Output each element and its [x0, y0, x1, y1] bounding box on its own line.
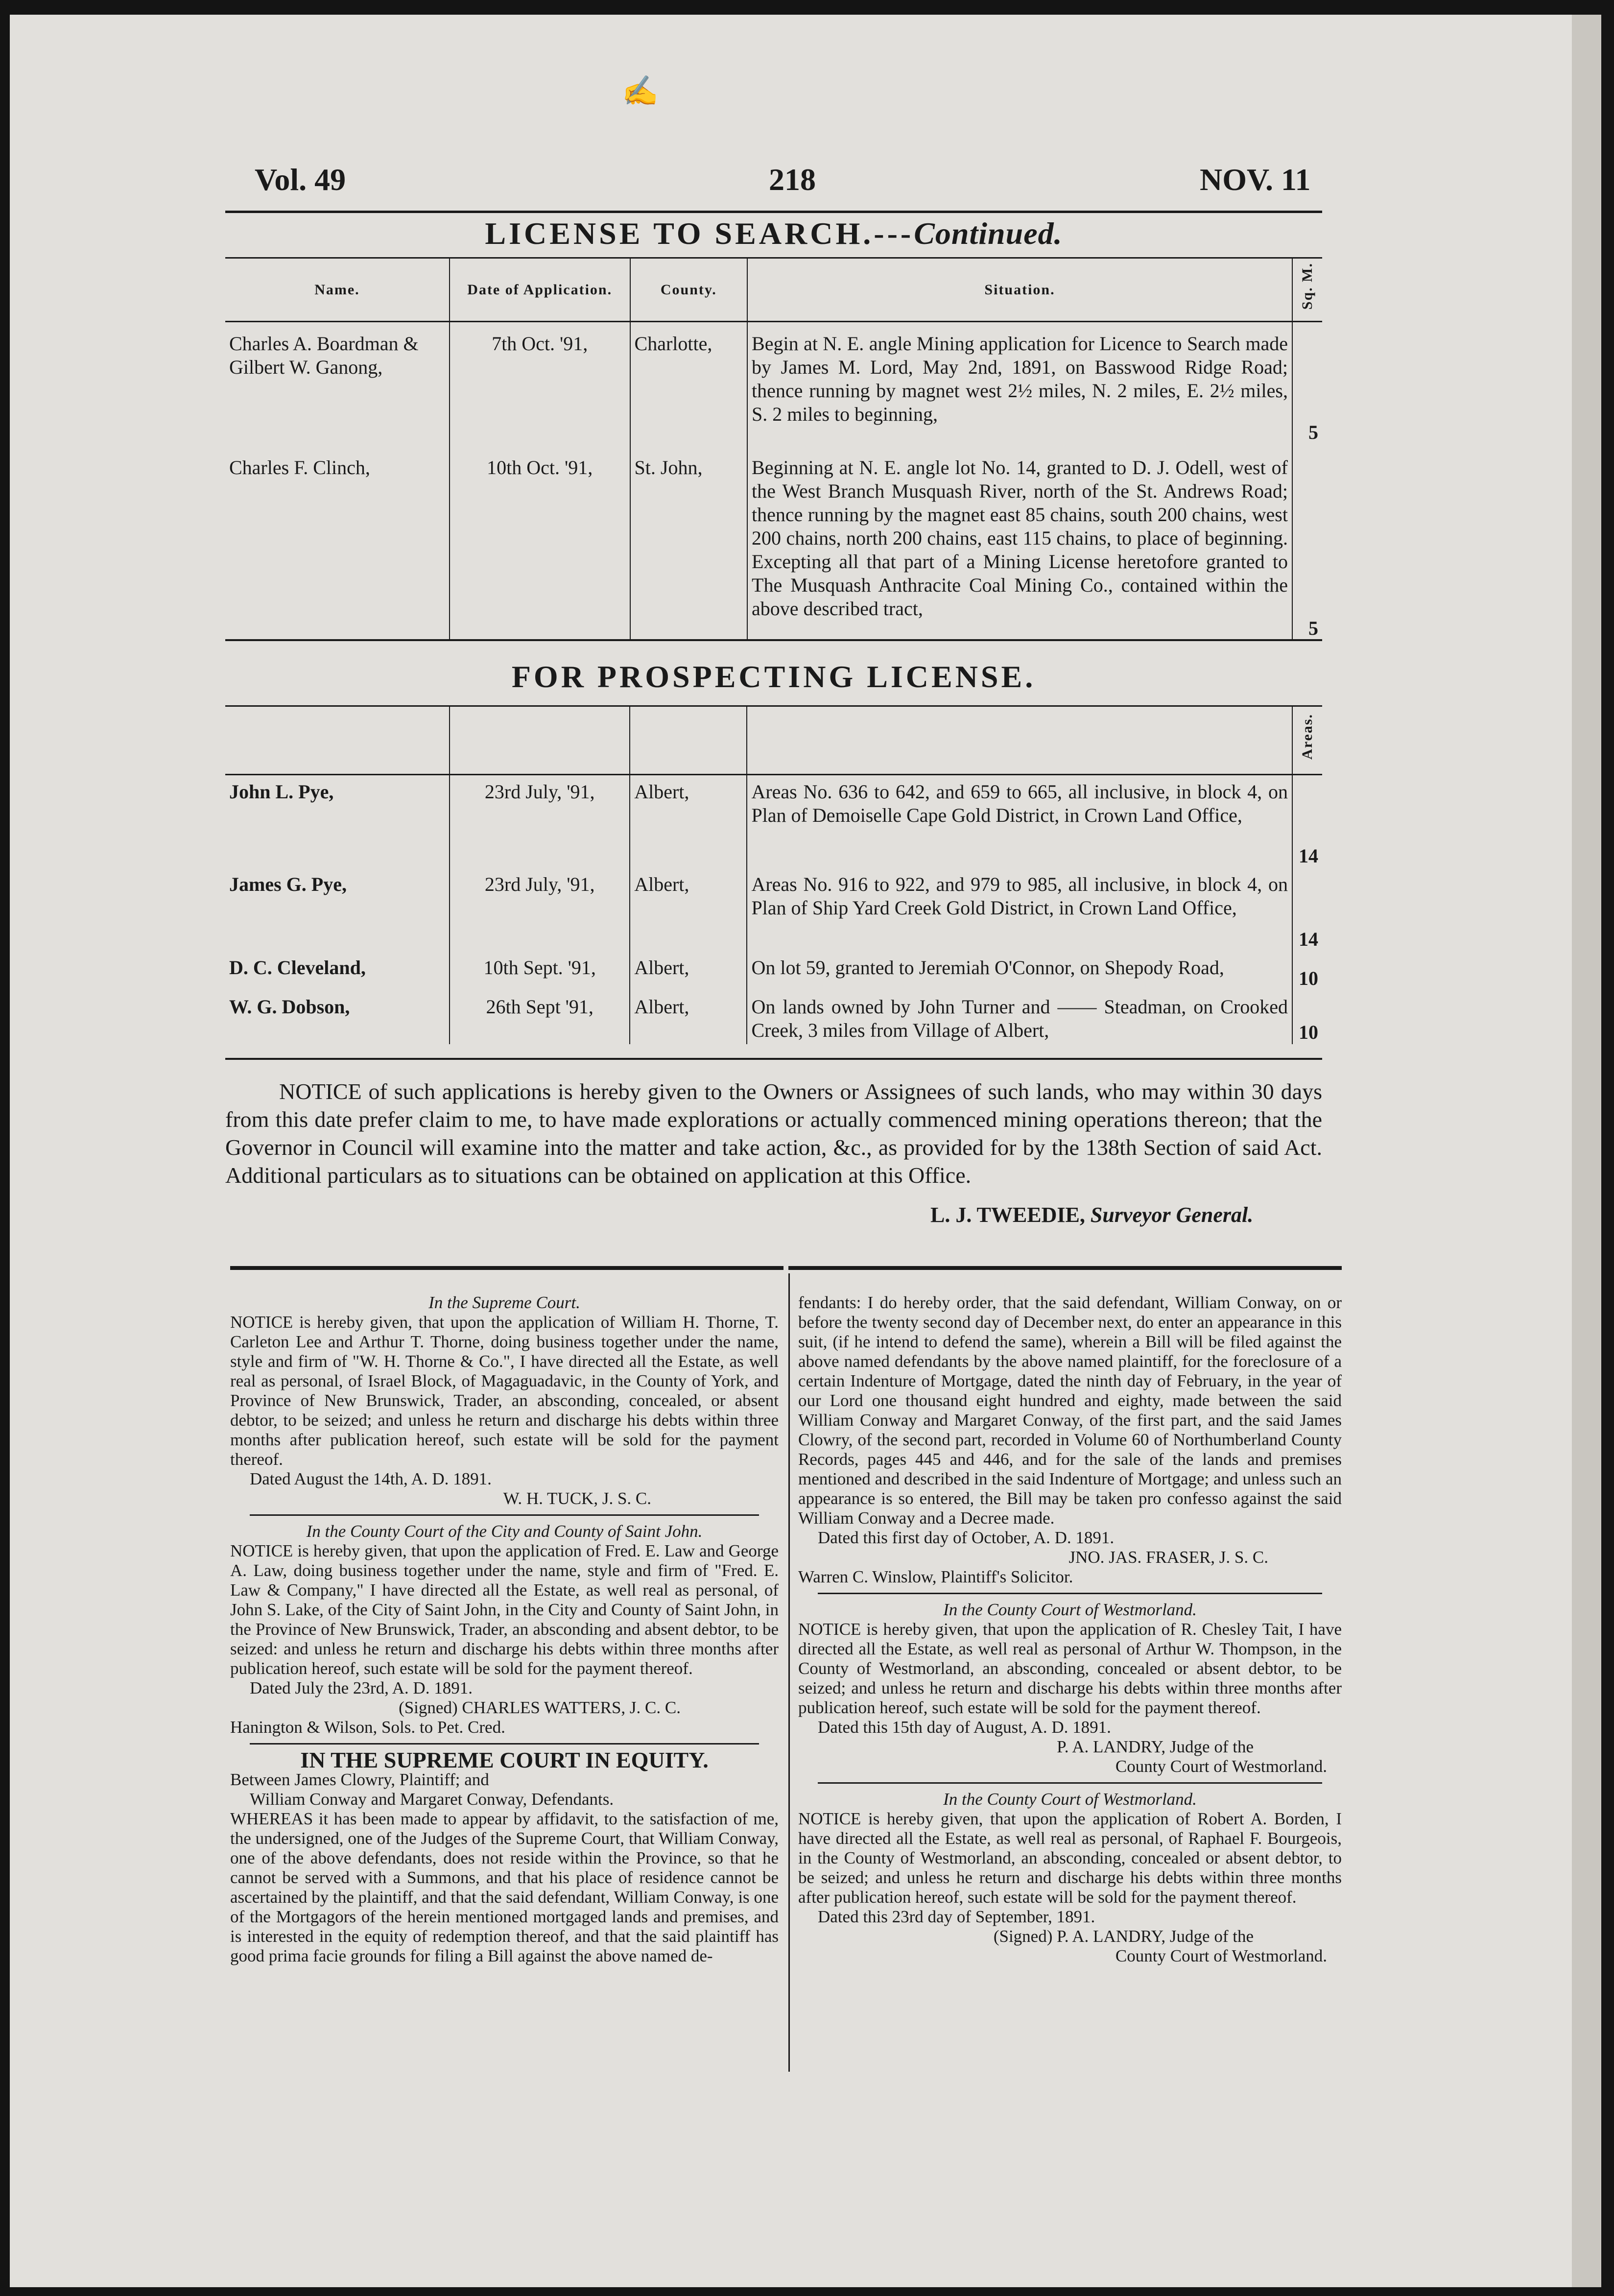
- volume-number: Vol. 49: [255, 162, 346, 197]
- table-row: Charles A. Boardman & Gilbert W. Ganong, 7th Oct. '91, Charlotte, Begin at N. E. angle Mining application for Licence to Search made by James M. Lord, May 2nd, 1891, on Basswood Ridge Road; thence running by magnet west 2½ miles, N. 2 miles, E. 2½ miles, S. 2 miles to beginning, 5: [225, 322, 1322, 444]
- column-rule-left: [230, 1266, 783, 1270]
- notice-heading: In the County Court of Westmorland.: [943, 1600, 1197, 1619]
- col-name: Name.: [225, 258, 450, 322]
- left-column: In the Supreme Court. NOTICE is hereby given, that upon the application of William H. Thorne, T. Carleton Lee and Arthur T. Thorne, doing business together under the name, style and firm of "W. H. Thorne & Co.", I have directed all the Estate, as well real as personal, of Israel Block, of Magaguadavic, in the County of York, and Province of New Brunswick, Trader, an absconding, concealed, or absent debtor, to be seized; and unless he return and discharge his debts within three months after publication hereof, such estate will be sold for the payment thereof. Dated August the 14th, A. D. 1891. W. H. TUCK, J. S. C. In the County Court of the City and County of Saint John. NOTICE is hereby given, that upon the application of Fred. E. Law and George A. Law, doing business together under the name, style and firm of "Fred. E. Law & Company," I have directed all the Estate, as well real as personal, of John S. Lake, of the City of Saint John, in the City and County of Saint John, in the Province of New Brunswick, Trader, an absconding and absent debtor, to be seized: and unless he return and discharge his debts within three months after publication hereof, such estate will be sold for the payment thereof. Dated July the 23rd, A. D. 1891. (Signed) CHARLES WATTERS, J. C. C. Hanington & Wilson, Sols. to Pet. Cred. IN THE SUPREME COURT IN EQUITY. Between James Clowry, Plaintiff; and William Conway and Margaret Conway, Defendants. WHEREAS it has been made to appear by affidavit, to the satisfaction of me, the undersigned, one of the Judges of the Supreme Court, that William Conway, one of the above defendants, does not reside within the Province, so that he cannot be served with a Summons, and that his place of residence cannot be ascertained by the plaintiff, and that the said defendant, William Conway, is one of the Mortgagors of the herein mentioned mortgaged lands and premises, and is interested in the equity of redemption thereof, and that the said plaintiff has good prima facie grounds for filing a Bill against the above named de-: [230, 1293, 779, 1965]
- table-row: Charles F. Clinch, 10th Oct. '91, St. John, Beginning at N. E. angle lot No. 14, granted to D. J. Odell, west of the West Branch Musquash River, north of the St. Andrews Road; thence running by the magnet east 85 chains, south 200 chains, west 200 chains, north 200 chains, east 115 chains, to place of beginning. Excepting all that part of a Mining License heretofore granted to The Musquash Anthracite Coal Mining Co., contained within the above described tract, 5: [225, 444, 1322, 640]
- notice-heading: In the Supreme Court.: [428, 1293, 580, 1312]
- section-rule: [225, 1058, 1322, 1060]
- col-sq: Sq. M.: [1299, 262, 1315, 310]
- prospecting-title: FOR PROSPECTING LICENSE.: [511, 659, 1036, 694]
- col-situation: Situation.: [747, 258, 1292, 322]
- col-areas: Areas.: [1299, 714, 1315, 760]
- col-county: County.: [630, 258, 748, 322]
- ink-mark: ✍: [622, 75, 659, 107]
- notice-heading: In the County Court of the City and County of Saint John.: [306, 1522, 703, 1541]
- notice-heading: In the County Court of Westmorland.: [943, 1790, 1197, 1809]
- column-divider: [788, 1273, 790, 2072]
- notice-body: NOTICE is hereby given, that upon the application of William H. Thorne, T. Carleton Lee and Arthur T. Thorne, doing business together under the name, style and firm of "W. H. Thorne & Co.", I have directed all the Estate, as well real as personal, of Israel Block, of Magaguadavic, in the County of York, and Province of New Brunswick, Trader, an absconding, concealed, or absent debtor, to be seized; and unless he return and discharge his debts within three months after publication hereof, such estate will be sold for the payment thereof.: [230, 1313, 779, 1469]
- issue-date: NOV. 11: [1200, 162, 1311, 197]
- notice-body: NOTICE is hereby given, that upon the application of Robert A. Borden, I have directed all the Estate, as well real as personal, of Raphael F. Bourgeois, in the County of Westmorland, an absconding, concealed or absent debtor, to be seized; and unless he return and discharge his debts within three months after publication hereof, such estate will be sold for the payment thereof.: [798, 1809, 1342, 1907]
- notice-body: WHEREAS it has been made to appear by affidavit, to the satisfaction of me, the undersigned, one of the Judges of the Supreme Court, that William Conway, one of the above defendants, does not reside within the Province, so that he cannot be served with a Summons, and that his place of residence cannot be ascertained by the plaintiff, and that the said defendant, William Conway, is one of the Mortgagors of the herein mentioned mortgaged lands and premises, and is interested in the equity of redemption thereof, and that the said plaintiff has good prima facie grounds for filing a Bill against the above named de-: [230, 1809, 779, 1965]
- page-header: [225, 162, 1322, 206]
- license-table: [225, 257, 1322, 640]
- page-number: 218: [769, 162, 816, 197]
- section-rule: [225, 639, 1322, 641]
- column-rule-right: [788, 1266, 1342, 1270]
- notice-body: NOTICE is hereby given, that upon the application of R. Chesley Tait, I have directed all the Estate, as well real as personal of Arthur W. Thompson, in the County of Westmorland, an absconding, concealed or absent debtor, to be seized; and unless he return and discharge his debts within three months after publication hereof, such estate will be sold for the payment thereof.: [798, 1620, 1342, 1717]
- license-title: LICENSE TO SEARCH.---Continued.: [485, 216, 1063, 251]
- header-rule: [225, 211, 1322, 213]
- right-column: fendants: I do hereby order, that the said defendant, William Conway, on or before the twenty second day of December next, do enter an appearance in this suit, (if he intend to defend the same), wherein a Bill will be filed against the above named defendants by the above named plaintiff, for the foreclosure of a certain Indenture of Mortgage, dated the ninth day of February, in the year of our Lord one thousand eight hundred and eighty, made between the said William Conway and Margaret Conway, of the first part, and the said James Clowry, of the second part, recorded in Volume 60 of Northumberland County Records, pages 445 and 446, and for the sale of the lands and premises mentioned and described in the said Indenture of Mortgage; and unless such an appearance is so entered, the Bill may be taken pro confesso against the said William Conway and a Decree made. Dated this first day of October, A. D. 1891. JNO. JAS. FRASER, J. S. C. Warren C. Winslow, Plaintiff's Solicitor. In the County Court of Westmorland. NOTICE is hereby given, that upon the application of R. Chesley Tait, I have directed all the Estate, as well real as personal of Arthur W. Thompson, in the County of Westmorland, an absconding, concealed or absent debtor, to be seized; and unless he return and discharge his debts within three months after publication hereof, such estate will be sold for the payment thereof. Dated this 15th day of August, A. D. 1891. P. A. LANDRY, Judge of the County Court of Westmorland. In the County Court of Westmorland. NOTICE is hereby given, that upon the application of Robert A. Borden, I have directed all the Estate, as well real as personal, of Raphael F. Bourgeois, in the County of Westmorland, an absconding, concealed or absent debtor, to be seized; and unless he return and discharge his debts within three months after publication hereof, such estate will be sold for the payment thereof. Dated this 23rd day of September, 1891. (Signed) P. A. LANDRY, Judge of the County Court of Westmorland.: [798, 1293, 1342, 1965]
- table-row: James G. Pye, 23rd July, '91, Albert, Areas No. 916 to 922, and 979 to 985, all inclusive, in block 4, on Plan of Ship Yard Creek Gold District, in Crown Land Office, 14: [225, 868, 1322, 951]
- table-row: W. G. Dobson, 26th Sept '91, Albert, On lands owned by John Turner and —— Steadman, on Crooked Creek, 3 miles from Village of Albert, 10: [225, 990, 1322, 1044]
- prospecting-table: [225, 705, 1322, 1044]
- notice-body: NOTICE is hereby given, that upon the application of Fred. E. Law and George A. Law, doing business together under the name, style and firm of "Fred. E. Law & Company," I have directed all the Estate, as well real as personal, of John S. Lake, of the City of Saint John, in the City and County of Saint John, in the Province of New Brunswick, Trader, an absconding and absent debtor, to be seized: and unless he return and discharge his debts within three months after publication hereof, such estate will be sold for the payment thereof.: [230, 1541, 779, 1678]
- col-date: Date of Application.: [450, 258, 630, 322]
- table-row: John L. Pye, 23rd July, '91, Albert, Areas No. 636 to 642, and 659 to 665, all inclusive, in block 4, on Plan of Demoiselle Cape Gold District, in Crown Land Office, 14: [225, 775, 1322, 868]
- surveyor-signature: L. J. TWEEDIE, Surveyor General.: [930, 1203, 1254, 1227]
- notice-heading: IN THE SUPREME COURT IN EQUITY.: [300, 1747, 709, 1772]
- notice-body: fendants: I do hereby order, that the said defendant, William Conway, on or before the twenty second day of December next, do enter an appearance in this suit, (if he intend to defend the same), wherein a Bill will be filed against the above named defendants by the above named plaintiff, for the foreclosure of a certain Indenture of Mortgage, dated the ninth day of February, in the year of our Lord one thousand eight hundred and eighty, made between the said William Conway and Margaret Conway, of the first part, and the said James Clowry, of the second part, recorded in Volume 60 of Northumberland County Records, pages 445 and 446, and for the sale of the lands and premises mentioned and described in the said Indenture of Mortgage; and unless such an appearance is so entered, the Bill may be taken pro confesso against the said William Conway and a Decree made.: [798, 1293, 1342, 1528]
- table-row: D. C. Cleveland, 10th Sept. '91, Albert, On lot 59, granted to Jeremiah O'Connor, on Shepody Road, 10: [225, 951, 1322, 990]
- notice-paragraph: NOTICE of such applications is hereby given to the Owners or Assignees of such lands, who may within 30 days from this date prefer claim to me, to have made explorations or actually commenced mining operations thereon; that the Governor in Council will examine into the matter and take action, &c., as provided for by the 138th Section of said Act. Additional particulars as to situations can be obtained on application at this Office.: [225, 1079, 1322, 1188]
- page-edge: [1572, 15, 1601, 2287]
